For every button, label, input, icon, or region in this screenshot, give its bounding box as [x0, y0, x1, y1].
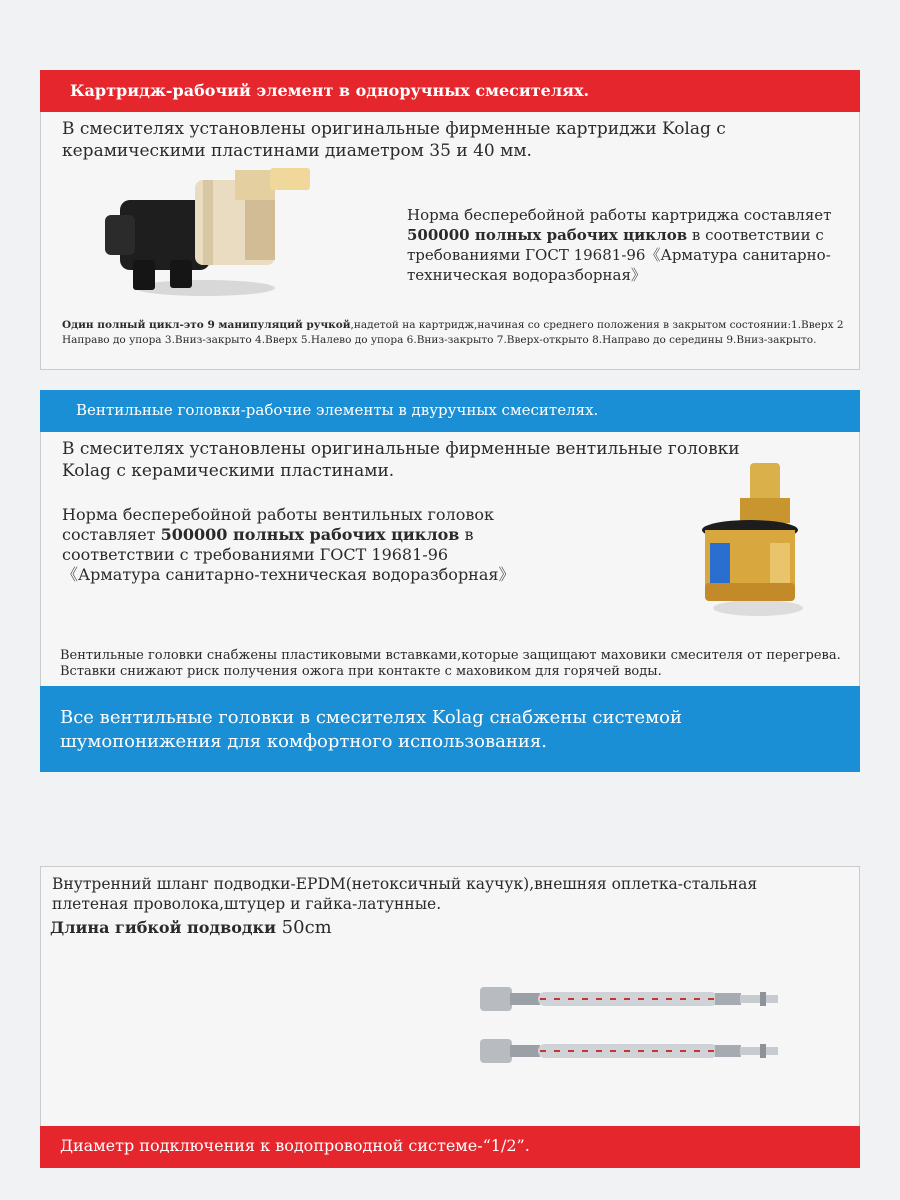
hose-length-value: 50cm	[275, 917, 332, 938]
noise-reduction-banner	[40, 686, 860, 772]
valve-insert-line1: Вентильные головки снабжены пластиковыми вставками,которые защищают маховики смесителя от перегрева.	[60, 648, 841, 663]
valve-norm-bold: 500000 полных рабочих циклов	[160, 525, 460, 544]
cartridge-cycle-bold: Один полный цикл-это 9 манипуляций ручкой	[62, 319, 351, 331]
noise-banner-line2: шумопонижения для комфортного использования.	[60, 731, 547, 752]
cartridge-cycle-rest: ,надетой на картридж,начиная со среднего положения в закрытом состоянии:1.Вверх 2	[350, 319, 844, 331]
cartridge-norm-bold: 500000 полных рабочих циклов	[407, 226, 688, 244]
hose-desc-line1: Внутренний шланг подводки-EPDM(нетоксичный каучук),внешняя оплетка-стальная	[52, 875, 758, 893]
valve-norm-line4: 《Арматура санитарно-техническая водоразборная》	[62, 565, 515, 584]
cartridge-title: Картридж-рабочий элемент в одноручных смесителях.	[70, 81, 590, 100]
connection-diameter-text: Диаметр подключения к водопроводной системе-“1/2”.	[60, 1136, 530, 1155]
cartridge-header-band	[40, 70, 860, 112]
connection-diameter-band	[40, 1126, 860, 1168]
valve-norm-line2-post: в	[459, 525, 474, 544]
cartridge-intro-line1: В смесителях установлены оригинальные фирменные картриджи Kolag с	[62, 119, 726, 139]
valve-norm-line1: Норма бесперебойной работы вентильных головок	[62, 505, 494, 524]
valve-header-band	[40, 390, 860, 432]
hose-desc-line2: плетеная проволока,штуцер и гайка-латунные.	[52, 895, 442, 913]
valve-norm-line2	[62, 525, 474, 546]
valve-intro-line2: Kolag с керамическими пластинами.	[62, 461, 395, 481]
cartridge-norm-line4: техническая водоразборная》	[407, 266, 646, 284]
cartridge-norm-line3: требованиями ГОСТ 19681-96《Арматура санитарно-	[407, 246, 831, 264]
valve-intro-line1: В смесителях установлены оригинальные фирменные вентильные головки	[62, 439, 740, 459]
cartridge-norm-line2-rest: в соответствии с	[687, 226, 824, 244]
hose-length-label: Длина гибкой подводки	[50, 918, 276, 937]
cartridge-norm-line1: Норма бесперебойной работы картриджа составляет	[407, 206, 832, 224]
cartridge-cycle-line1	[62, 319, 844, 333]
valve-title: Вентильные головки-рабочие элементы в двуручных смесителях.	[76, 401, 599, 419]
hoses-image	[470, 975, 790, 1085]
noise-banner-line1: Все вентильные головки в смесителях Kolag снабжены системой	[60, 707, 682, 728]
valve-norm-line2-pre: составляет	[62, 525, 161, 544]
cartridge-cycle-line2: Направо до упора 3.Вниз-закрыто 4.Вверх 5.Налево до упора 6.Вниз-закрыто 7.Вверх-открыто 8.Направо до середины 9.Вниз-закрыто.	[62, 334, 817, 346]
valve-norm-line3: соответствии с требованиями ГОСТ 19681-96	[62, 545, 449, 564]
cartridge-norm-line2	[407, 226, 824, 246]
valve-head-image	[690, 458, 830, 628]
valve-insert-line2: Вставки снижают риск получения ожога при контакте с маховиком для горячей воды.	[60, 664, 662, 679]
cartridge-intro-line2: керамическими пластинами диаметром 35 и 40 мм.	[62, 141, 532, 161]
hose-length	[50, 916, 332, 939]
cartridge-image	[95, 160, 335, 300]
